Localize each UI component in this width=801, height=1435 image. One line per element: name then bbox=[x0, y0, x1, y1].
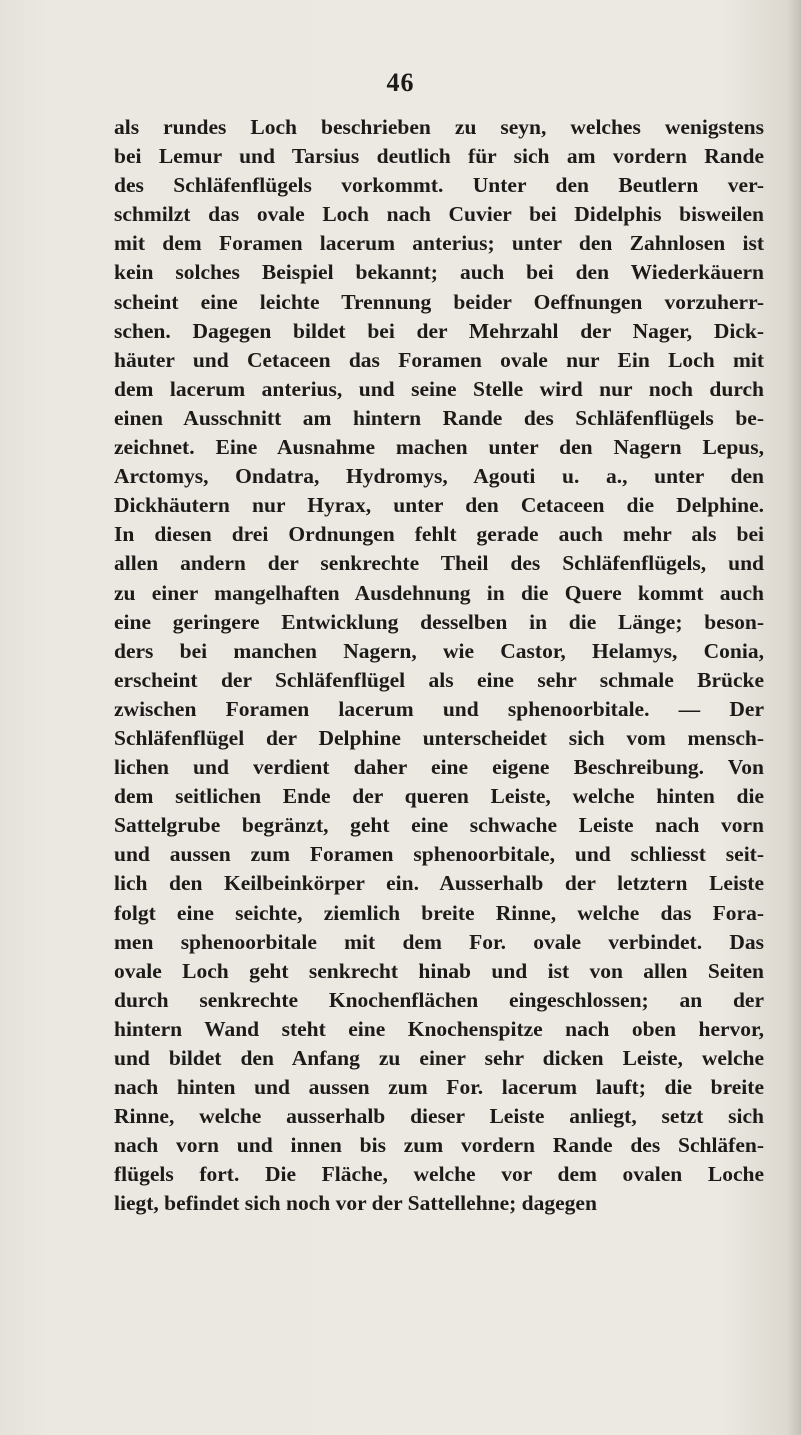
text-line: bei Lemur und Tarsius deutlich für sich am vordern Rande bbox=[114, 144, 764, 169]
text-line: men sphenoorbitale mit dem For. ovale verbindet. Das bbox=[114, 929, 764, 954]
text-line: eine geringere Entwicklung desselben in die Länge; beson- bbox=[114, 609, 764, 634]
text-line: schen. Dagegen bildet bei der Mehrzahl der Nager, Dick- bbox=[114, 318, 764, 343]
text-line: nach hinten und aussen zum For. lacerum lauft; die breite bbox=[114, 1075, 764, 1100]
text-line: folgt eine seichte, ziemlich breite Rinne, welche das Fora- bbox=[114, 900, 764, 925]
text-line: häuter und Cetaceen das Foramen ovale nur Ein Loch mit bbox=[114, 347, 764, 372]
text-line: Rinne, welche ausserhalb dieser Leiste anliegt, setzt sich bbox=[114, 1104, 764, 1129]
text-line: Dickhäutern nur Hyrax, unter den Cetaceen die Delphine. bbox=[114, 493, 764, 518]
text-line: dem seitlichen Ende der queren Leiste, welche hinten die bbox=[114, 784, 764, 809]
text-line: Sattelgrube begränzt, geht eine schwache Leiste nach vorn bbox=[114, 813, 764, 838]
text-line: kein solches Beispiel bekannt; auch bei den Wiederkäuern bbox=[114, 260, 764, 285]
text-line: In diesen drei Ordnungen fehlt gerade auch mehr als bei bbox=[114, 522, 764, 547]
text-line: einen Ausschnitt am hintern Rande des Schläfenflügels be- bbox=[114, 405, 764, 430]
text-line: als rundes Loch beschrieben zu seyn, welches wenigstens bbox=[114, 115, 764, 139]
text-line: zu einer mangelhaften Ausdehnung in die Quere kommt auch bbox=[114, 580, 764, 605]
text-line: Arctomys, Ondatra, Hydromys, Agouti u. a., unter den bbox=[114, 464, 764, 489]
text-line: dem lacerum anterius, und seine Stelle wird nur noch durch bbox=[114, 376, 764, 401]
text-line: mit dem Foramen lacerum anterius; unter den Zahnlosen ist bbox=[114, 231, 764, 256]
text-line: lichen und verdient daher eine eigene Beschreibung. Von bbox=[114, 755, 764, 780]
text-line: allen andern der senkrechte Theil des Schläfenflügels, und bbox=[114, 551, 764, 576]
text-line: des Schläfenflügels vorkommt. Unter den Beutlern ver- bbox=[114, 173, 764, 198]
text-line: ders bei manchen Nagern, wie Castor, Helamys, Conia, bbox=[114, 638, 764, 663]
text-line: nach vorn und innen bis zum vordern Rande des Schläfen- bbox=[114, 1133, 764, 1158]
text-line: durch senkrechte Knochenflächen eingeschlossen; an der bbox=[114, 987, 764, 1012]
text-line: und aussen zum Foramen sphenoorbitale, und schliesst seit- bbox=[114, 842, 764, 867]
text-line: liegt, befindet sich noch vor der Sattellehne; dagegen bbox=[114, 1191, 597, 1216]
text-line: und bildet den Anfang zu einer sehr dicken Leiste, welche bbox=[114, 1046, 764, 1070]
text-line: zwischen Foramen lacerum und sphenoorbitale. — Der bbox=[114, 696, 764, 721]
page-edge-shadow bbox=[787, 0, 801, 1435]
text-line: scheint eine leichte Trennung beider Oeffnungen vorzuherr- bbox=[114, 289, 764, 314]
text-line: hintern Wand steht eine Knochenspitze nach oben hervor, bbox=[114, 1016, 764, 1041]
text-line: schmilzt das ovale Loch nach Cuvier bei Didelphis bisweilen bbox=[114, 202, 764, 227]
text-line: lich den Keilbeinkörper ein. Ausserhalb der letztern Leiste bbox=[114, 871, 764, 896]
body-text bbox=[114, 113, 764, 1219]
text-line: flügels fort. Die Fläche, welche vor dem ovalen Loche bbox=[114, 1162, 764, 1187]
text-line: zeichnet. Eine Ausnahme machen unter den Nagern Lepus, bbox=[114, 435, 764, 460]
text-line: Schläfenflügel der Delphine unterscheidet sich vom mensch- bbox=[114, 725, 764, 750]
text-line: erscheint der Schläfenflügel als eine sehr schmale Brücke bbox=[114, 667, 764, 692]
text-line: ovale Loch geht senkrecht hinab und ist von allen Seiten bbox=[114, 958, 764, 983]
page-number: 46 bbox=[386, 68, 415, 97]
